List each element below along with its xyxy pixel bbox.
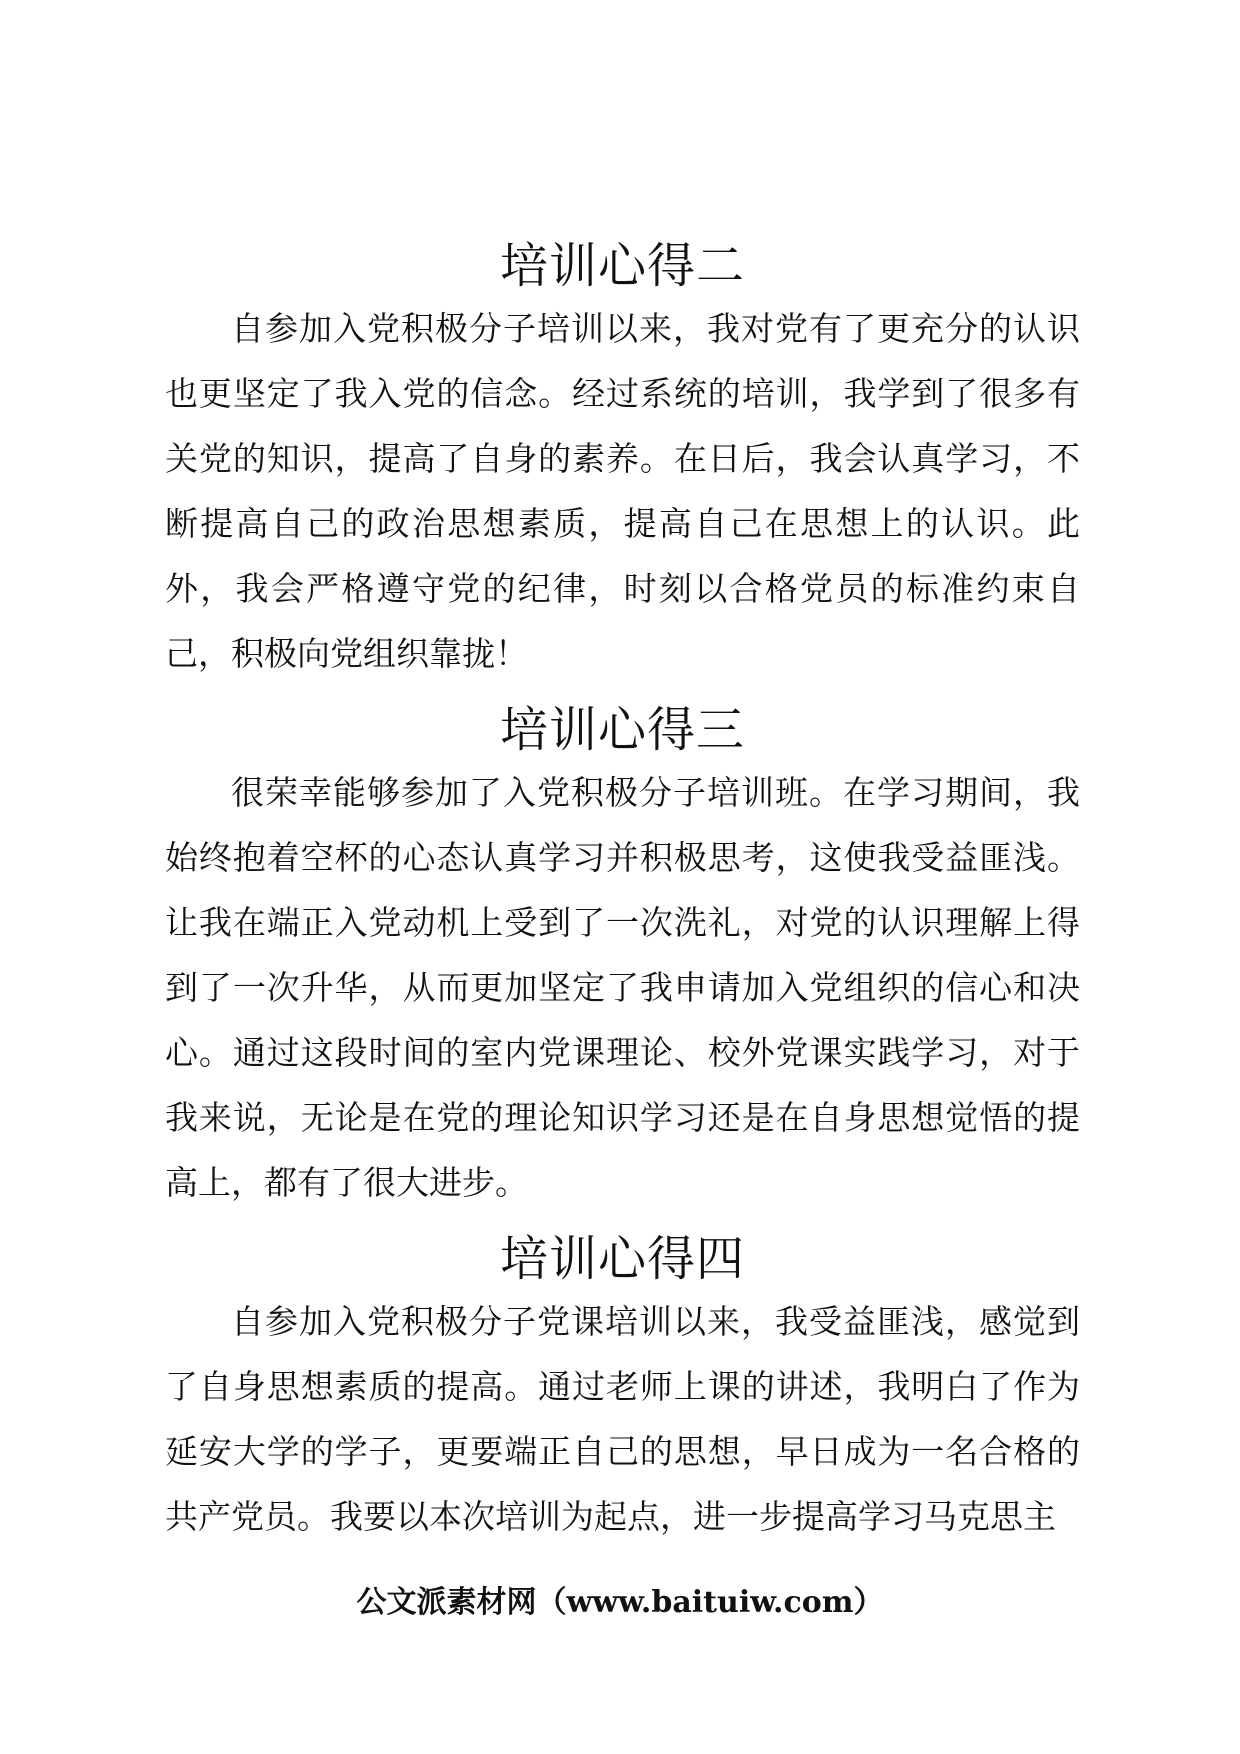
section-2 <box>165 236 1080 686</box>
section-4 <box>165 1229 1080 1549</box>
section-title: 培训心得二 <box>499 238 745 294</box>
document-body <box>165 236 1080 1563</box>
section-3 <box>165 700 1080 1215</box>
section-paragraph: 自参加入党积极分子党课培训以来，我受益匪浅，感觉到了自身思想素质的提高。通过老师上课的讲述，我明白了作为延安大学的学子，更要端正自己的思想，早日成为一名合格的共产党员。我要以本次培训为起点，进一步提高学习马克思主 <box>165 1302 1080 1536</box>
footer-watermark: 公文派素材网（www.baituiw.com） <box>356 1585 884 1620</box>
section-title: 培训心得三 <box>499 702 745 758</box>
section-paragraph: 自参加入党积极分子培训以来，我对党有了更充分的认识也更坚定了我入党的信念。经过系统的培训，我学到了很多有关党的知识，提高了自身的素养。在日后，我会认真学习，不断提高自己的政治思想素质，提高自己在思想上的认识。此外，我会严格遵守党的纪律，时刻以合格党员的标准约束自己，积极向党组织靠拢！ <box>165 309 1080 673</box>
section-paragraph: 很荣幸能够参加了入党积极分子培训班。在学习期间，我始终抱着空杯的心态认真学习并积极思考，这使我受益匪浅。让我在端正入党动机上受到了一次洗礼，对党的认识理解上得到了一次升华，从而更加坚定了我申请加入党组织的信心和决心。通过这段时间的室内党课理论、校外党课实践学习，对于我来说，无论是在党的理论知识学习还是在自身思想觉悟的提高上，都有了很大进步。 <box>165 773 1080 1202</box>
section-title: 培训心得四 <box>499 1231 745 1287</box>
